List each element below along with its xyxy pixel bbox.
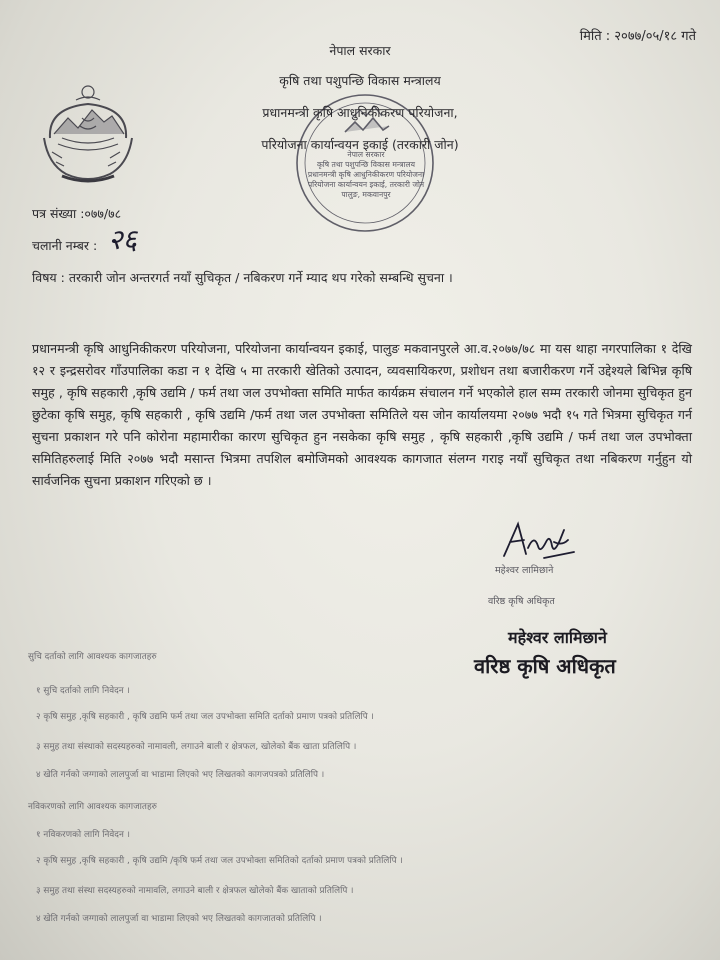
listing-item: २ कृषि समुह ,कृषि सहकारी , कृषि उद्यमि फर्म तथा जल उपभोक्ता समिति दर्ताको प्रमाण पत्रको प्रतिलिपि । (36, 712, 374, 722)
renewal-item: ३ समुह तथा संस्था सदस्यहरुको नामावलि, लगाउने बाली र क्षेत्रफल खोलेको बैंक खाताको प्रतिलिपि । (36, 886, 354, 896)
seal-line: नेपाल सरकार (347, 150, 385, 159)
listing-item: ४ खेति गर्नको जग्गाको लालपुर्जा वा भाडामा लिएको भए लिखतको कागजपत्रको प्रतिलिपि । (36, 770, 325, 780)
notice-body: प्रधानमन्त्री कृषि आधुनिकीकरण परियोजना, परियोजना कार्यान्वयन इकाई, पालुङ मकवानपुरले आ.व.२०७७/७८ मा यस थाहा नगरपालिका १ देखि १२ र इन्द्रसरोवर गाँउपालिका कडा न १ देखि ५ मा तरकारी खेतिको उत्पादन, व्यवसायिकरण, प्रशोधन तथा बजारीकरण गर्ने उद्देश्यले बिभिन्न कृषि समुह , कृषि सहकारी ,कृषि उद्यमि / फर्म तथा जल उपभोक्ता समिति मार्फत कार्यक्रम संचालन गर्ने भएकोले हाल सम्म तरकारी जोनमा सुचिकृत हुन छुटेका कृषि समुह, कृषि सहकारी , कृषि उद्यमि /फर्म तथा जल उपभोक्ता समितिले यस जोन कार्यालयमा २०७७ भदौ १५ गते भित्रमा सुचिकृत गर्न सुचना प्रकाशन गरे पनि कोरोना महामारीका कारण सुचिकृत हुन नसकेका कृषि समुह , कृषि सहकारी ,कृषि उद्यमि / फर्म तथा जल उपभोक्ता समितिहरुलाई मिति २०७७ भदौ मसान्त भित्रमा तपशिल बमोजिमको आवश्यक कागजात संलग्न गराइ नयाँ सुचिकृत तथा नबिकरण गर्नुहुन यो सार्वजनिक सुचना प्रकाशन गरिएको छ । (32, 341, 692, 488)
seal-line: पालुङ, मकवानपुर (341, 190, 391, 199)
stamp-name: महेश्वर लामिछाने (508, 628, 607, 647)
chalani-number: २६ (108, 223, 138, 256)
signatory-title: वरिष्ठ कृषि अधिकृत (488, 596, 555, 607)
stamp-title: वरिष्ठ कृषि अधिकृत (474, 654, 616, 678)
signatory-name: महेश्वर लामिछाने (495, 565, 554, 576)
subject-line: विषय : तरकारी जोन अन्तरगर्त नयाँ सुचिकृत / नबिकरण गर्ने म्याद थप गरेको सम्बन्धि सुचना । (32, 270, 453, 285)
seal-line: कृषि तथा पशुपन्छि विकास मन्त्रालय (316, 160, 416, 169)
seal-line: परियोजना कार्यान्वयन इकाई, तरकारी जोन (307, 180, 425, 189)
letter-date: मिति : २०७७/०५/१८ गते (579, 29, 696, 44)
org-line-project: प्रधानमन्त्री कृषि आधुनिकीकरण परियोजना, (262, 105, 458, 120)
listing-item: १ सुचि दर्ताको लागि निवेदन । (36, 686, 130, 696)
org-line-ministry: कृषि तथा पशुपन्छि विकास मन्त्रालय (279, 73, 441, 88)
patra-sankhya: पत्र संख्या :०७७/७८ (32, 206, 122, 221)
listing-heading: सुचि दर्ताको लागि आवश्यक कागजातहरु (28, 652, 157, 662)
renewal-heading: नविकरणको लागि आवश्यक कागजातहरु (28, 802, 157, 812)
seal-text (304, 150, 428, 200)
signature-icon (498, 518, 588, 564)
org-line-unit: परियोजना कार्यान्वयन इकाई (तरकारी जोन) (261, 137, 459, 152)
chalani-label: चलानी नम्बर : (32, 238, 98, 253)
seal-line: प्रधानमन्त्री कृषि आधुनिकीकरण परियोजना (307, 170, 425, 179)
listing-item: ३ समुह तथा संस्थाको सदस्यहरुको नामावली, लगाउने बाली र क्षेत्रफल, खोलेको बैंक खाता प्रतिलिपि । (36, 742, 357, 752)
renewal-item: २ कृषि समुह ,कृषि सहकारी , कृषि उद्यमि /कृषि फर्म तथा जल उपभोक्ता समितिको दर्ताको प्रमाण पत्रको प्रतिलिपि । (36, 856, 403, 866)
nepal-emblem-icon (32, 78, 144, 188)
renewal-item: ४ खेति गर्नको जग्गाको लालपुर्जा वा भाडामा लिएको भए लिखतको कागजातको प्रतिलिपि । (36, 914, 322, 924)
org-line-government: नेपाल सरकार (329, 43, 391, 58)
renewal-item: १ नविकरणको लागि निवेदन । (36, 830, 130, 840)
